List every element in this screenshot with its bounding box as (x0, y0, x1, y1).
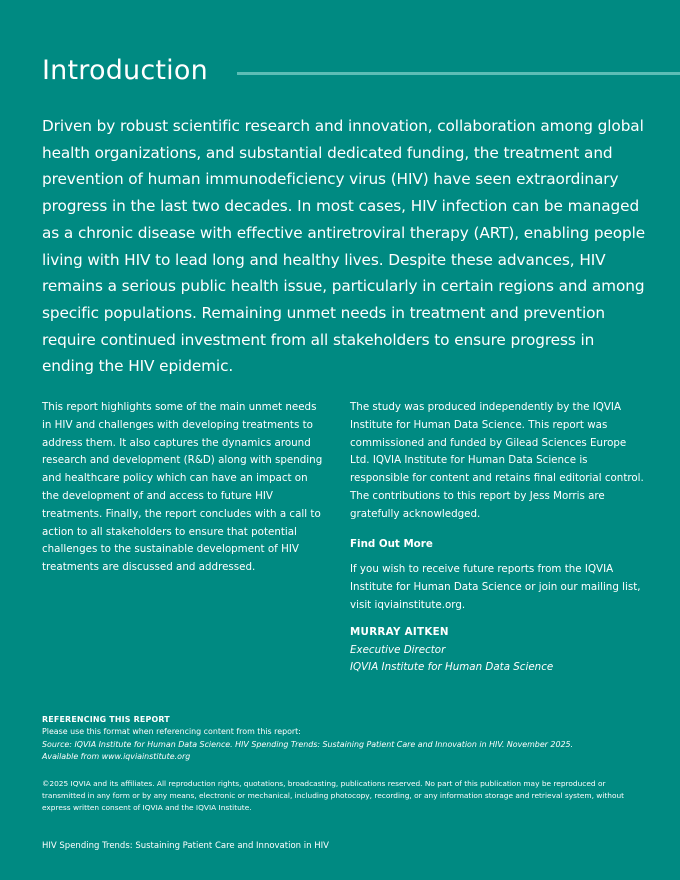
referencing-instruction: Please use this format when referencing content from this report: (42, 727, 301, 737)
lead-paragraph: Driven by robust scientific research and innovation, collaboration among global health organizations, and substantial dedicated funding, the treatment and prevention of human immunodeficiency virus (HIV) have seen extraordinary progress in the last two decades. In most cases, HIV infection can be managed as a chronic disease with effective antiretroviral therapy (ART), enabling people living with HIV to lead long and healthy lives. Despite these advances, HIV remains a serious public health issue, particularly in certain regions and among specific populations. Remaining unmet needs in treatment and prevention require continued investment from all stakeholders to ensure progress in ending the HIV epidemic. (42, 117, 646, 376)
title-divider (237, 72, 680, 75)
signer-title: Executive Director (350, 643, 446, 656)
copyright-notice: ©2025 IQVIA and its affiliates. All reproduction rights, quotations, broadcasting, publications reserved. No part of this publication may be reproduced or transmitted in any form or by any means, electronic or mechanical, including photocopy, recording, or any information storage and retrieval system, without express written consent of IQVIA and the IQVIA Institute. (42, 779, 625, 812)
referencing-heading: REFERENCING THIS REPORT (42, 715, 170, 724)
section-header (42, 54, 680, 92)
right-column-body: The study was produced independently by the IQVIA Institute for Human Data Science. This report was commissioned and funded by Gilead Sciences Europe Ltd. IQVIA Institute for Human Data Science is responsible for content and retains final editorial control. The contributions to this report by Jess Morris are gratefully acknowledged. (350, 401, 644, 520)
right-column (350, 399, 648, 677)
footer-report-title: HIV Spending Trends: Sustaining Patient Care and Innovation in HIV (42, 841, 329, 851)
page-title: Introduction (42, 55, 208, 86)
left-column (42, 399, 327, 577)
referencing-block (42, 714, 642, 764)
signer-name: MURRAY AITKEN (350, 625, 449, 638)
referencing-source: Source: IQVIA Institute for Human Data Science. HIV Spending Trends: Sustaining Patient Care and Innovation in HIV. November 2025. (42, 739, 574, 749)
signer-organization: IQVIA Institute for Human Data Science (350, 661, 554, 674)
left-column-body: This report highlights some of the main unmet needs in HIV and challenges with developing treatments to address them. It also captures the dynamics around research and development (R&D) along with spending and healthcare policy which can have an impact on the development of and access to future HIV treatments. Finally, the report concludes with a call to action to all stakeholders to ensure that potential challenges to the sustainable development of HIV treatments are discussed and addressed. (42, 401, 323, 574)
referencing-availability: Available from www.iqviainstitute.org (42, 752, 191, 762)
find-out-more-body: If you wish to receive future reports from the IQVIA Institute for Human Data Science or join our mailing list, visit iqviainstitute.org. (350, 563, 641, 611)
find-out-more-heading: Find Out More (350, 537, 433, 550)
